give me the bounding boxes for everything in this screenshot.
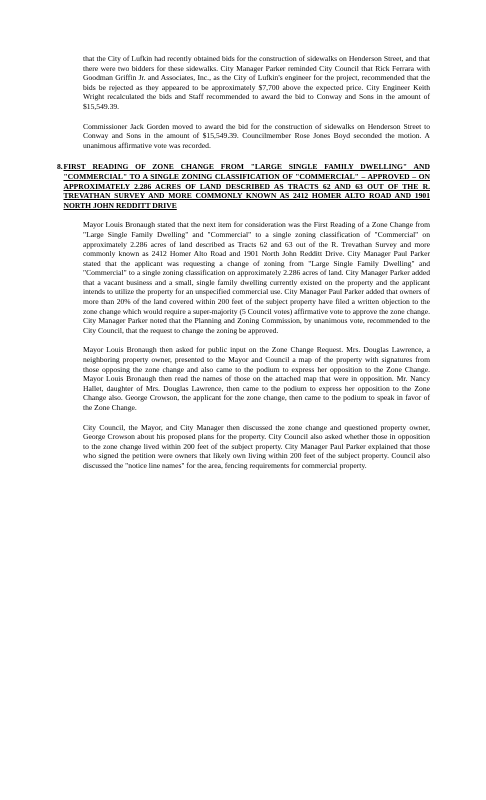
zone-change-paragraph-3: City Council, the Mayor, and City Manager then discussed the zone change and questioned property owner, George Crowson about his proposed plans for the property. City Council also asked whether those in opposition to the zone change lived within 200 feet of the subject property. City Manager Paul Parker explained that those who signed the petition were owners that likely own living within 200 feet of the subject property. Council also discussed the "notice line names" for the area, fencing requirements for commercial property.: [83, 422, 430, 470]
zone-change-paragraph-2: Mayor Louis Bronaugh then asked for public input on the Zone Change Request. Mrs. Douglas Lawrence, a neighboring property owner, presented to the Mayor and Council a map of the property with signatures from those opposing the zone change and also came to the podium to express her opposition to the Zone Change. Mayor Louis Bronaugh then read the names of those on the attached map that were in opposition. Mr. Nancy Hallet, daughter of Mrs. Douglas Lawrence, then came to the podium to express her opposition to the Zone Change also. George Crowson, the applicant for the zone change, then came to the podium to speak in favor of the Zone Change.: [83, 345, 430, 412]
agenda-item-number: 8.: [57, 162, 63, 172]
sidewalk-motion-paragraph: Commissioner Jack Gorden moved to award the bid for the construction of sidewalks on Henderson Street to Conway and Sons in the amount of $15,549.39. Councilmember Rose Jones Boyd seconded the motion. A unanimous affirmative vote was recorded.: [83, 121, 430, 150]
agenda-item: [57, 162, 430, 210]
zone-change-paragraph-1: Mayor Louis Bronaugh stated that the next item for consideration was the First Reading of a Zone Change from "Large Single Family Dwelling" and "Commercial" to a single zoning classification of "Commercial" on approximately 2.286 acres of land described as Tracts 62 and 63 out of the R. Trevathan Survey and more commonly known as 2412 Homer Alto Road and 1901 North John Redditt Drive. City Manager Paul Parker stated that the applicant was requesting a change of zoning from "Large Single Family Dwelling" and "Commercial" to a single zoning classification on approximately 2.286 acres of land. City Manager Parker added that a vacant business and a small, single family dwelling currently existed on the property and the applicant intends to utilize the property for an unspecified commercial use. City Manager Paul Parker added that owners of more than 20% of the land covered within 200 feet of the subject property have filed a written objection to the zone change which would require a super-majority (5 Council votes) affirmative vote to approve the zone change. City Manager Parker noted that the Planning and Zoning Commission, by unanimous vote, recommended to the City Council, that the request to change the zoning be approved.: [83, 220, 430, 335]
sidewalk-bid-paragraph: that the City of Lufkin had recently obtained bids for the construction of sidewalks on Henderson Street, and that there were two bidders for these sidewalks. City Manager Parker reminded City Council that Rick Ferrara with Goodman Griffin Jr. and Associates, Inc., as the City of Lufkin's engineer for the project, recommended that the bids be rejected as they appeared to be approximately $7,700 above the expected price. City Engineer Keith Wright recalculated the bids and Staff recommended to award the bid to Conway and Sons in the amount of $15,549.39.: [83, 54, 430, 111]
agenda-item-heading: FIRST READING OF ZONE CHANGE FROM "LARGE SINGLE FAMILY DWELLING" AND "COMMERCIAL" TO A SINGLE ZONING CLASSIFICATION OF "COMMERCIAL" – APPROVED – ON APPROXIMATELY 2.286 ACRES OF LAND DESCRIBED AS TRACTS 62 AND 63 OUT OF THE R. TREVATHAN SURVEY AND MORE COMMONLY KNOWN AS 2412 HOMER ALTO ROAD AND 1901 NORTH JOHN REDDITT DRIVE: [63, 162, 430, 210]
sidewalk-bid-section: [83, 54, 430, 150]
zone-change-section: [83, 220, 430, 470]
